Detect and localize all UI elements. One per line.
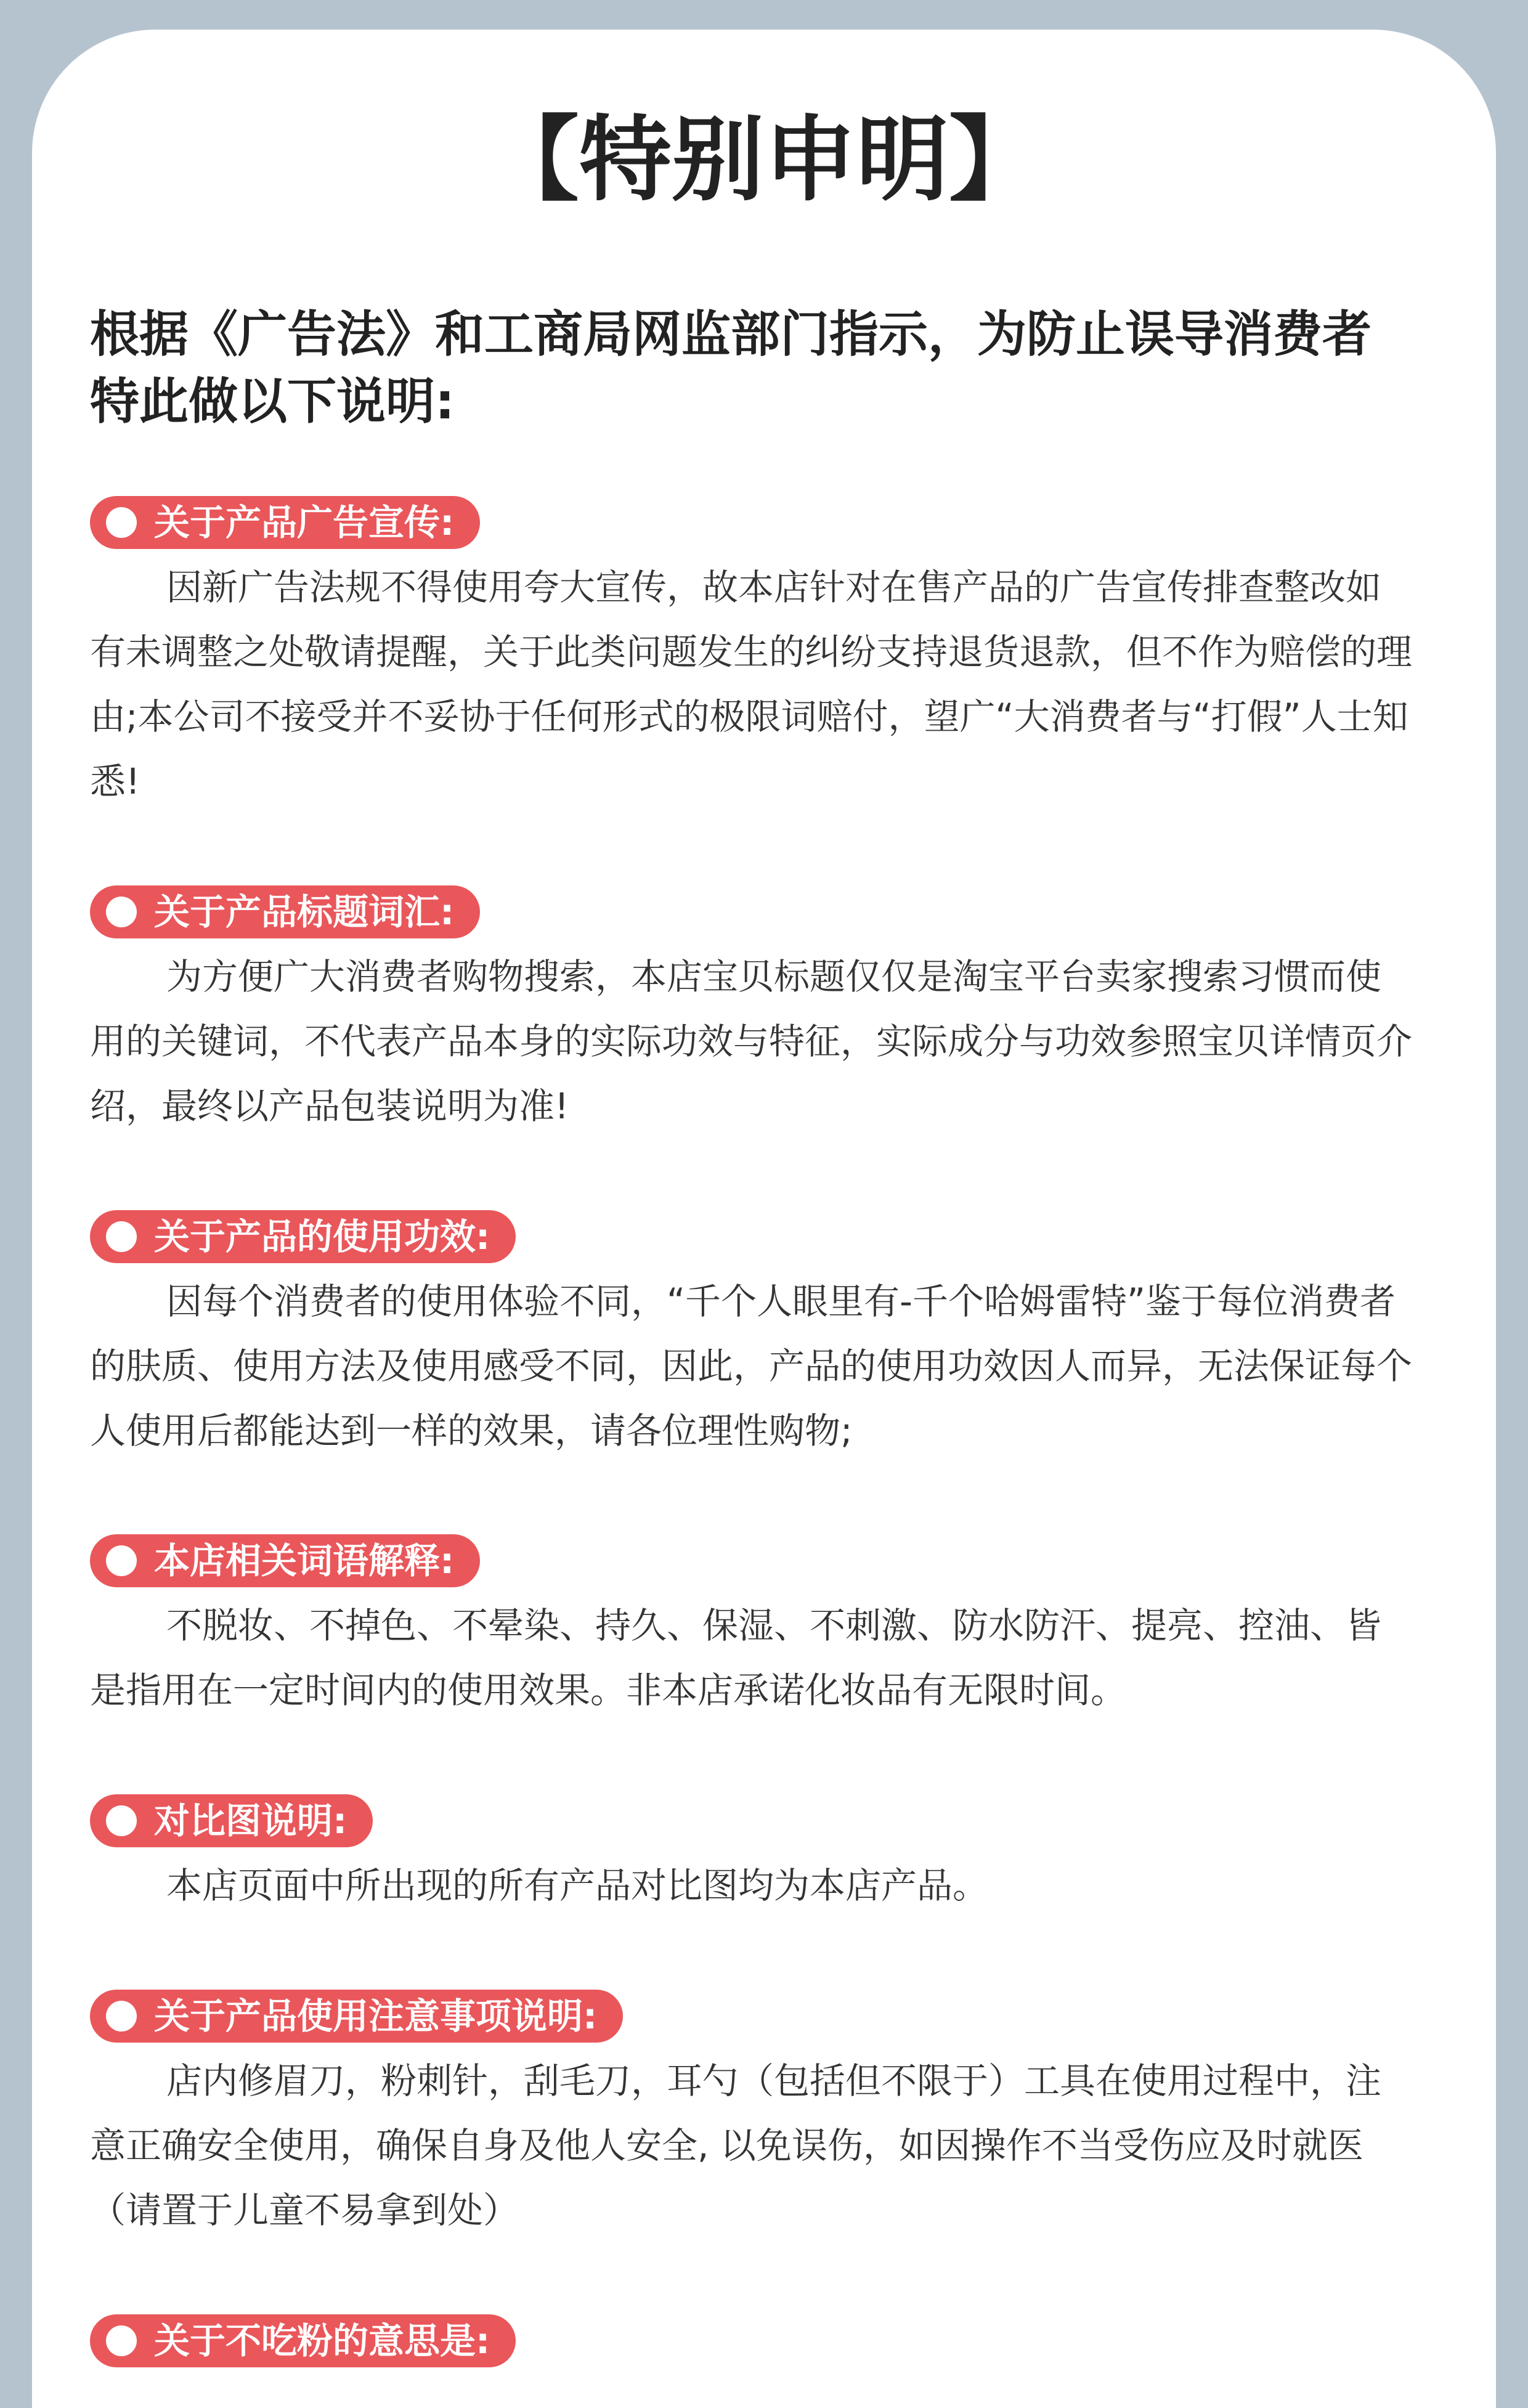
section-term-explanation xyxy=(90,1534,1415,1723)
bullet-dot-icon xyxy=(106,1221,137,1252)
section-title-keywords xyxy=(90,885,1415,1139)
section-heading: 关于产品使用注意事项说明: xyxy=(154,1995,598,2037)
section-usage-precautions xyxy=(90,1990,1415,2243)
section-heading-pill xyxy=(90,1210,516,1263)
section-heading: 对比图说明: xyxy=(154,1800,347,1842)
bullet-dot-icon xyxy=(106,897,137,927)
page-title: 【特别申明】 xyxy=(486,107,1041,214)
section-heading: 关于产品标题词汇: xyxy=(154,891,455,933)
section-body: 不脱妆、不掉色、不晕染、持久、保湿、不刺激、防水防汗、提亮、控油、皆是指用在一定时间内的使用效果。非本店承诺化妆品有无限时间。 xyxy=(90,1605,1382,1711)
section-heading-pill xyxy=(90,1534,480,1587)
section-heading-pill xyxy=(90,1990,623,2043)
section-body: 因新广告法规不得使用夸大宣传，故本店针对在售产品的广告宣传排查整改如有未调整之处敬请提醒，关于此类问题发生的纠纷支持退货退款，但不作为赔偿的理由;本公司不接受并不妥协于任何形式的极限词赔付，望广“大消费者与“打假”人士知悉! xyxy=(90,566,1413,802)
section-heading-pill xyxy=(90,1794,373,1847)
section-body: 为方便广大消费者购物搜索，本店宝贝标题仅仅是淘宝平台卖家搜索习惯而使用的关键词，不代表产品本身的实际功效与特征，实际成分与功效参照宝贝详情页介绍，最终以产品包装说明为准! xyxy=(90,956,1413,1127)
section-no-powder-meaning xyxy=(90,2314,1415,2373)
bullet-dot-icon xyxy=(106,507,137,538)
section-ad-promotion xyxy=(90,496,1415,814)
bullet-dot-icon xyxy=(106,2325,137,2356)
section-body: 因每个消费者的使用体验不同，“千个人眼里有-千个哈姆雷特”鉴于每位消费者的肤质、使用方法及使用感受不同，因此，产品的使用功效因人而异，无法保证每个人使用后都能达到一样的效果，请各位理性购物; xyxy=(90,1280,1413,1452)
section-heading-pill xyxy=(90,2314,516,2367)
bullet-dot-icon xyxy=(106,1805,137,1836)
section-heading: 关于产品的使用功效: xyxy=(154,1216,490,1258)
section-body: 店内修眉刀，粉刺针，刮毛刀，耳勺（包括但不限于）工具在使用过程中，注意正确安全使用，确保自身及他人安全, 以免误伤，如因操作不当受伤应及时就医（请置于儿童不易拿到处） xyxy=(90,2060,1382,2231)
section-heading: 本店相关词语解释: xyxy=(154,1540,455,1582)
bullet-dot-icon xyxy=(106,1545,137,1576)
intro-paragraph: 根据《广告法》和工商局网监部门指示，为防止误导消费者特此做以下说明: xyxy=(90,306,1372,430)
section-heading: 关于不吃粉的意思是: xyxy=(154,2320,490,2362)
section-heading: 关于产品广告宣传: xyxy=(154,502,455,543)
bullet-dot-icon xyxy=(106,2001,137,2032)
section-heading-pill xyxy=(90,885,480,938)
section-comparison-images xyxy=(90,1794,1415,1918)
section-heading-pill xyxy=(90,496,480,549)
section-body: 本店页面中所出现的所有产品对比图均为本店产品。 xyxy=(166,1865,989,1906)
section-usage-effect xyxy=(90,1210,1415,1463)
